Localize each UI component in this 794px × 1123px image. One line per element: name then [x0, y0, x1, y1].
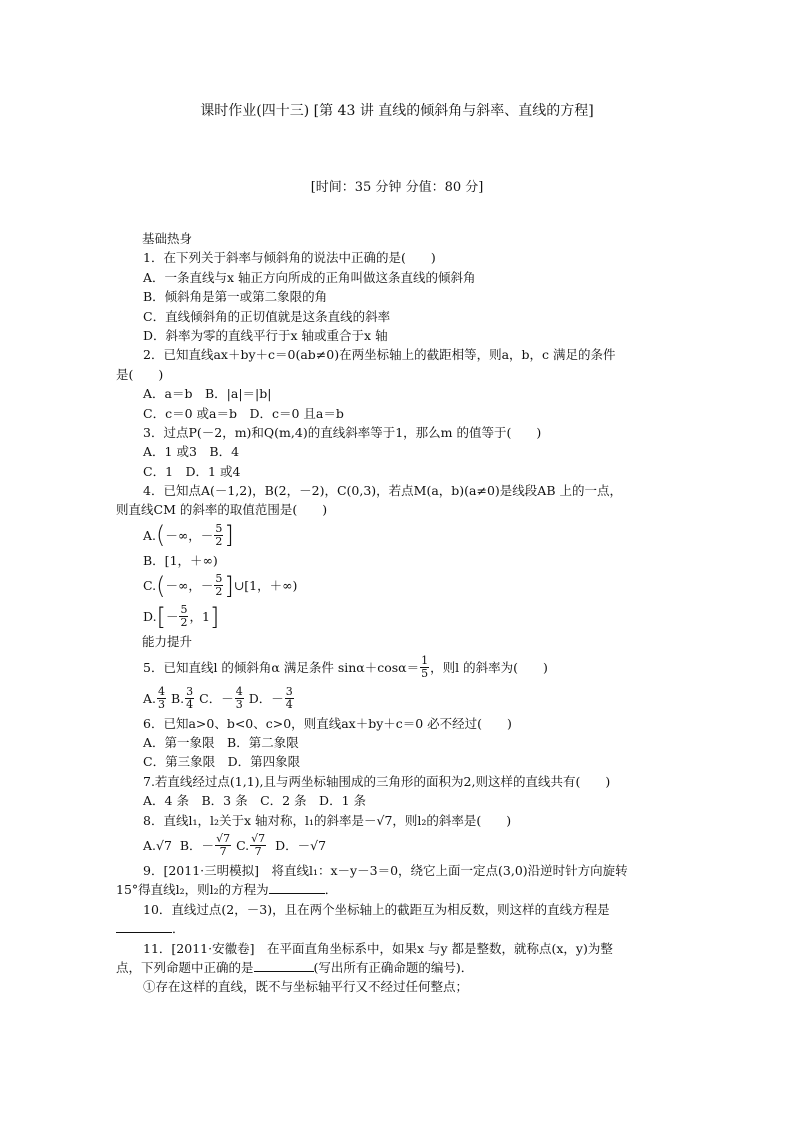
q3-stem: 3．过点P(－2，m)和Q(m,4)的直线斜率等于1，那么m 的值等于( ) [143, 424, 542, 440]
numerator: 1 [421, 653, 429, 667]
q2-stem: 2．已知直线ax＋by＋c＝0(ab≠0)在两坐标轴上的截距相等，则a，b，c 满足的条件 [143, 347, 616, 363]
section-basic: 基础热身 [142, 231, 193, 246]
denominator: 2 [215, 534, 223, 548]
q5-b-fraction [185, 686, 194, 711]
q1-option-b: B．倾斜角是第一或第二象限的角 [143, 289, 328, 305]
q4-d-fraction [179, 604, 188, 629]
q4-d-body: － [165, 609, 179, 625]
q8-options [116, 830, 684, 861]
q4-c-fraction [214, 573, 223, 598]
right-bracket: ] [224, 571, 234, 600]
q2-stem-cont: 是( ) [116, 366, 164, 382]
q1-stem: 1．在下列关于斜率与倾斜角的说法中正确的是( ) [143, 250, 436, 266]
q4-stem: 4．已知点A(－1,2)，B(2，－2)，C(0,3)，若点M(a，b)(a≠0)是线段AB 上的一点， [143, 483, 622, 499]
q10-line2 [116, 919, 684, 938]
right-bracket: ] [224, 521, 234, 550]
numerator: 4 [235, 684, 243, 698]
q8-b-fraction [215, 833, 231, 858]
q8-b-label: B．－ [179, 837, 215, 853]
answer-blank[interactable] [116, 920, 172, 933]
q11-line2-b: (写出所有正确命题的编号)． [313, 959, 474, 975]
numerator: 4 [158, 684, 166, 698]
q5-c-label: C．－ [199, 690, 234, 706]
q8-stem: 8．直线l₁，l₂关于x 轴对称，l₁的斜率是－√7，则l₂的斜率是( ) [143, 812, 512, 828]
q1-option-a: A．一条直线与x 轴正方向所成的正角叫做这条直线的倾斜角 [143, 269, 476, 285]
q6-options-ab: A．第一象限 B．第二象限 [143, 735, 299, 751]
left-paren: ( [156, 521, 166, 550]
numerator: 5 [215, 572, 223, 586]
answer-blank[interactable] [254, 959, 314, 972]
denominator: 5 [421, 666, 429, 680]
q11-line2 [116, 958, 684, 977]
q11-line2-a: 点，下列命题中正确的是 [116, 959, 254, 975]
right-bracket: ] [209, 602, 220, 631]
q7-options: A．4 条 B．3 条 C．2 条 D．1 条 [143, 793, 367, 809]
numerator: √7 [251, 831, 266, 845]
numerator: 3 [285, 684, 293, 698]
q3-options-cd: C．1 D．1 或4 [143, 463, 241, 479]
q4-stem-cont: 则直线CM 的斜率的取值范围是( ) [116, 502, 328, 518]
q4-c-label: C. [143, 578, 157, 594]
q11-item1: ①存在这样的直线，既不与坐标轴平行又不经过任何整点； [143, 979, 469, 995]
q4-a-fraction [214, 523, 223, 548]
q6-options-cd: C．第三象限 D．第四象限 [143, 754, 301, 770]
q4-d-tail: ，1 [189, 609, 210, 625]
q5-b-label: B. [171, 690, 185, 706]
q5-stem-a: 5．已知直线l 的倾斜角α 满足条件 sinα＋cosα＝ [143, 659, 420, 675]
q8-d: D．－√7 [275, 837, 327, 853]
q8-c-label: C. [236, 837, 250, 853]
denominator: 7 [254, 844, 262, 858]
q1-option-c: C．直线倾斜角的正切值就是这条直线的斜率 [143, 308, 391, 324]
q8-a: A.√7 [143, 837, 172, 853]
q2-options-cd: C．c＝0 或a＝b D．c＝0 且a＝b [143, 405, 344, 421]
numerator: 3 [186, 684, 194, 698]
q4-c-body: －∞，－ [165, 578, 214, 594]
denominator: 3 [158, 697, 166, 711]
q11-line1: 11．[2011·安徽卷] 在平面直角坐标系中，如果x 与y 都是整数，就称点(x，y)为整 [143, 940, 613, 956]
q9-line2 [116, 880, 684, 899]
q2-options-ab: A．a＝b B．|a|＝|b| [143, 386, 272, 402]
denominator: 2 [180, 616, 188, 630]
q5-a-label: A. [143, 690, 157, 706]
q5-fraction [420, 655, 429, 680]
numerator: √7 [216, 831, 231, 845]
time-score-info: [时间：35 分钟 分值：80 分] [310, 180, 484, 195]
denominator: 4 [285, 697, 293, 711]
q10-end: ． [172, 921, 185, 937]
worksheet-body [116, 229, 684, 997]
q1-option-d: D．斜率为零的直线平行于x 轴或重合于x 轴 [143, 327, 388, 343]
q7-stem: 7.若直线经过点(1,1),且与两坐标轴围成的三角形的面积为2,则这样的直线共有( ) [143, 773, 611, 789]
q3-options-ab: A．1 或3 B．4 [143, 444, 240, 460]
q10-line1: 10．直线过点(2，－3)，且在两个坐标轴上的截距互为相反数，则这样的直线方程是 [143, 901, 610, 917]
q4-a-body: －∞，－ [165, 527, 214, 543]
left-paren: ( [156, 571, 166, 600]
denominator: 3 [235, 697, 243, 711]
q5-c-fraction [235, 686, 244, 711]
q9-end: ． [324, 882, 338, 898]
q5-options [116, 683, 684, 714]
q4-d-label: D. [143, 609, 157, 625]
q4-option-d [116, 601, 684, 632]
q6-stem: 6．已知a>0、b<0、c>0，则直线ax＋by＋c＝0 必不经过( ) [143, 715, 512, 731]
q9-line1: 9．[2011·三明模拟] 将直线l₁：x－y－3＝0，绕它上面一定点(3,0)沿逆时针方向旋转 [143, 862, 628, 878]
numerator: 5 [180, 603, 188, 617]
q9-line2-text: 15°得直线l₂，则l₂的方程为 [116, 882, 269, 898]
q5-d-fraction [285, 686, 294, 711]
q5-stem-b: ，则l 的斜率为( ) [430, 659, 548, 675]
q4-option-c [116, 570, 684, 601]
answer-blank[interactable] [269, 881, 325, 894]
section-advanced: 能力提升 [142, 634, 193, 650]
denominator: 2 [215, 585, 223, 599]
denominator: 7 [219, 844, 227, 858]
q4-option-b: B．[1，＋∞) [143, 552, 218, 568]
q5-stem [116, 652, 684, 683]
q4-option-a [116, 520, 684, 551]
q4-c-tail: ∪[1，＋∞) [233, 578, 298, 594]
q5-a-fraction [157, 686, 166, 711]
page-title: 课时作业(四十三) [第 43 讲 直线的倾斜角与斜率、直线的方程] [200, 103, 594, 119]
q4-a-label: A. [143, 527, 157, 543]
q5-d-label: D．－ [248, 690, 284, 706]
denominator: 4 [186, 697, 194, 711]
numerator: 5 [215, 521, 223, 535]
q8-c-fraction [250, 833, 266, 858]
left-bracket: [ [156, 602, 166, 631]
